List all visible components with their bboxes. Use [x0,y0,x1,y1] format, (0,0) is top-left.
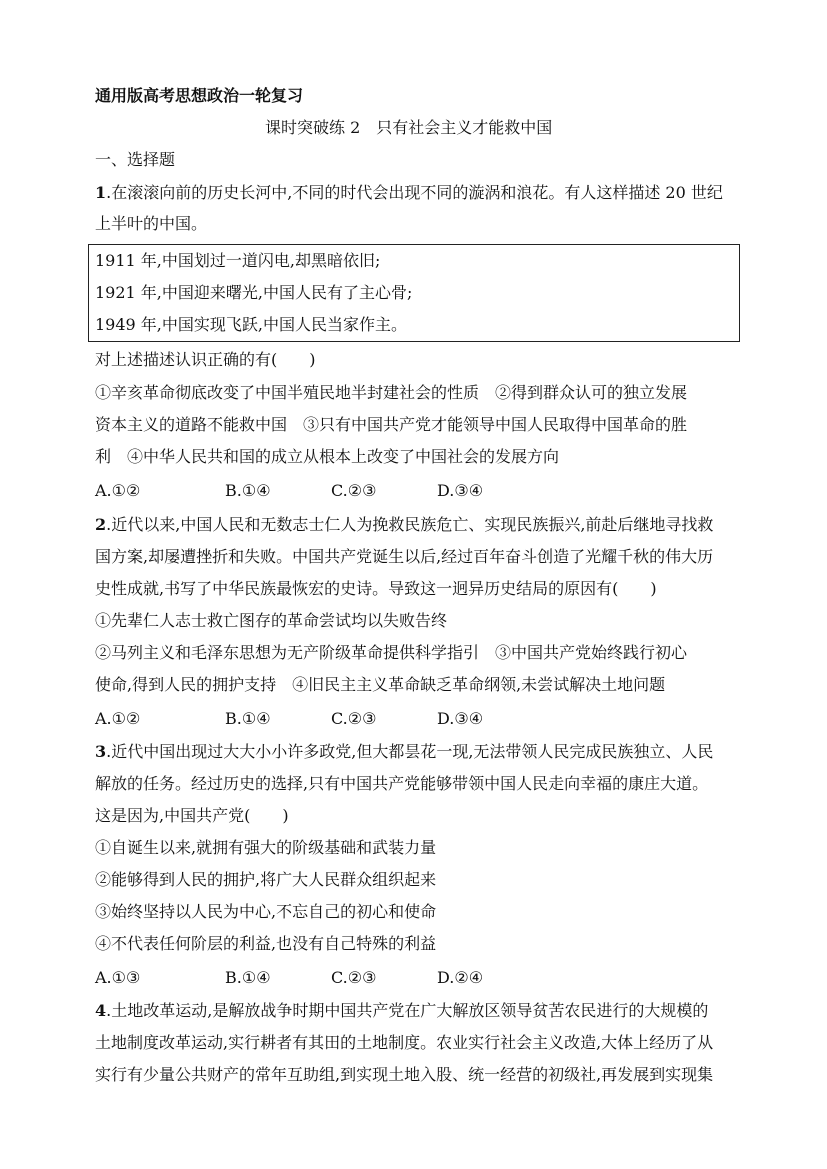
q1-option-a[interactable]: A.①② [95,481,141,500]
q4-stem-line3: 实行有少量公共财产的常年互助组,到实现土地入股、统一经营的初级社,再发展到实现集 [95,1065,714,1084]
document-header: 通用版高考思想政治一轮复习 [95,86,304,105]
q2-option-b[interactable]: B.①④ [225,709,271,728]
q3-option-a[interactable]: A.①③ [95,968,141,987]
q2-stem-line1 [95,515,713,535]
q1-option-d[interactable]: D.③④ [437,481,484,500]
q3-item4: ④不代表任何阶层的利益,也没有自己特殊的利益 [95,934,437,953]
q4-number: 4 [95,1001,107,1020]
q4-stem-line1 [95,1001,708,1021]
q3-item3: ③始终坚持以人民为中心,不忘自己的初心和使命 [95,902,437,921]
q2-stem-text: .近代以来,中国人民和无数志士仁人为挽救民族危亡、实现民族振兴,前赴后继地寻找救 [106,515,714,534]
q4-stem-line2: 土地制度改革运动,实行耕者有其田的土地制度。农业实行社会主义改造,大体上经历了从 [95,1033,714,1052]
q1-items-line2: 资本主义的道路不能救中国 ③只有中国共产党才能领导中国人民取得中国革命的胜 [95,415,688,434]
q3-item2: ②能够得到人民的拥护,将广大人民群众组织起来 [95,870,437,889]
q1-quote-line2: 1921 年,中国迎来曙光,中国人民有了主心骨; [95,283,413,302]
section-heading: 一、选择题 [95,150,176,169]
q1-number: 1 [95,183,107,202]
q3-stem-line2: 解放的任务。经过历史的选择,只有中国共产党能够带领中国人民走向幸福的康庄大道。 [95,774,709,793]
q3-number: 3 [95,742,107,761]
q2-item2-line1: ②马列主义和毛泽东思想为无产阶级革命提供科学指引 ③中国共产党始终践行初心 [95,643,688,662]
q1-stem-line1 [95,183,723,203]
q3-option-c[interactable]: C.②③ [331,968,377,987]
q4-stem-text: .土地改革运动,是解放战争时期中国共产党在广大解放区领导贫苦农民进行的大规模的 [106,1001,709,1020]
q2-stem-line2: 国方案,却屡遭挫折和失败。中国共产党诞生以后,经过百年奋斗创造了光耀千秋的伟大历 [95,547,714,566]
q3-stem-line1 [95,742,713,762]
q2-option-c[interactable]: C.②③ [331,709,377,728]
q3-stem-line3: 这是因为,中国共产党( ) [95,806,289,825]
q1-stem-line2: 上半叶的中国。 [95,214,208,233]
q1-option-c[interactable]: C.②③ [331,481,377,500]
q3-item1: ①自诞生以来,就拥有强大的阶级基础和武装力量 [95,838,437,857]
q3-option-b[interactable]: B.①④ [225,968,271,987]
q1-items-line3: 利 ④中华人民共和国的成立从根本上改变了中国社会的发展方向 [95,447,560,466]
q2-stem-line3: 史性成就,书写了中华民族最恢宏的史诗。导致这一迥异历史结局的原因有( ) [95,579,657,598]
q2-number: 2 [95,515,107,534]
q2-option-a[interactable]: A.①② [95,709,141,728]
q1-ask: 对上述描述认识正确的有( ) [95,350,316,369]
q1-items-line1: ①辛亥革命彻底改变了中国半殖民地半封建社会的性质 ②得到群众认可的独立发展 [95,383,688,402]
q1-stem-text: .在滚滚向前的历史长河中,不同的时代会出现不同的漩涡和浪花。有人这样描述 20 世纪 [106,183,723,202]
q1-option-b[interactable]: B.①④ [225,481,271,500]
q3-option-d[interactable]: D.②④ [437,968,484,987]
q1-quote-line1: 1911 年,中国划过一道闪电,却黑暗依旧; [95,251,381,270]
q2-item2-line2: 使命,得到人民的拥护支持 ④旧民主主义革命缺乏革命纲领,未尝试解决土地问题 [95,675,666,694]
q1-quote-line3: 1949 年,中国实现飞跃,中国人民当家作主。 [95,315,407,334]
q2-option-d[interactable]: D.③④ [437,709,484,728]
page-title: 课时突破练 2 只有社会主义才能救中国 [265,118,553,137]
q2-item1: ①先辈仁人志士救亡图存的革命尝试均以失败告终 [95,611,448,630]
q3-stem-text: .近代中国出现过大大小小许多政党,但大都昙花一现,无法带领人民完成民族独立、人民 [106,742,714,761]
